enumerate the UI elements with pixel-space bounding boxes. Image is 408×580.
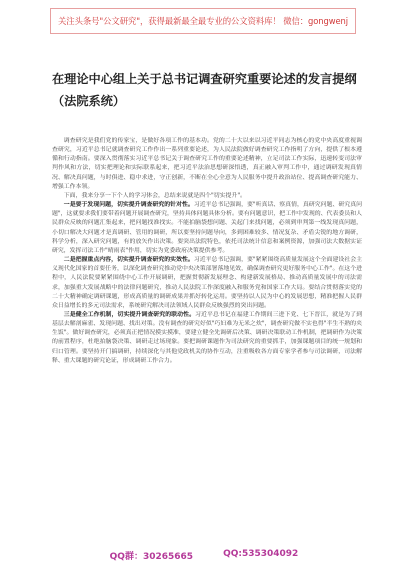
document-body xyxy=(52,137,362,366)
paragraph-text: 习近平总书记强调，要"听真话、察真情，真研究问题、研究真问题"，这就要求我们要带着问题开展调查研究，坚持具体问题具体分析。要有问题意识，把工作中发现的、代表委员和人民群众反映的问题汇集起来，把问题找准找实。不能拍脑袋想问题、关起门来找问题，必须到审判第一线发现真问题，小切口解决大问题才是真调研、管用的调研，所以要坚持问题导向，多到困难较多、情况复杂、矛盾尖锐的地方调研，科学分析，深入研究问题，有的放矢作出决策。要突出法院特色，依托司法统计信息和案例资源，加强司法大数据实证研究，发挥司法工作"晴雨表"作用，切实为党委政府决策提供参考。 xyxy=(52,202,362,254)
qq-text: QQ:535304092 xyxy=(223,549,299,559)
paragraph-text: 调查研究是我们党的传家宝，是做好各项工作的基本功。党的二十大以来以习近平同志为核心的党中央高度重视调查研究，习近平总书记就调查研究工作作出一系列重要论述，为人民法院做好调查研究工作指明了方向，提供了根本遵循和行动指南。要深入贯彻落实习近平总书记关于调查研究工作的重要论述精神，立足司法工作实际，迅速转变司法审判作风和方法，切实把理论和实际联系起来，把习近平法治思想研深悟透，真正融入审判工作中，通过调研发现真情况、解决真问题，与时俱进、稳中求进，守正创新，不断在全心全意为人民服务中提升政治站位、提高调查研究能力、增强工作本领。 xyxy=(52,138,362,190)
paragraph xyxy=(52,137,362,192)
promo-banner xyxy=(50,8,356,34)
paragraph xyxy=(52,201,362,256)
promo-banner-text: 关注头条号"公文研究"，获得最新最全最专业的公文资料库！ 微信：gongwenj xyxy=(58,16,348,26)
qq-group-text: QQ群：30265665 xyxy=(109,552,194,562)
paragraph-text: 习近平总书记强调，要"紧紧围绕高质量发展这个全面建设社会主义现代化国家的首要任务，以深化调查研究推动党中央决策部署落地见效，确保调查研究更好服务中心工作"。在这个进程中，人民法院要紧紧围绕中心工作开展调研，把握贯彻新发展理念、构建新发展格局、推动高质量发展中的司法需求，加强重大发展战略中的法律问题研究，推动人民法院工作深度融入和服务党和国家工作大局。要结合贯彻落实党的二十大精神确定调研课题，形成高质量的调研成果并抓好转化运用。要坚持以人民为中心的发展思想，精准把握人民群众日益增长的多元司法需求，系统研究解决司法领域人民群众反映强烈的突出问题。 xyxy=(52,257,362,309)
paragraph-heading: 三是健全工作机制，切实提升调查研究的联动性。 xyxy=(63,311,196,318)
paragraph xyxy=(52,256,362,311)
paragraph xyxy=(52,311,362,366)
contact-footer xyxy=(0,549,408,562)
paragraph-heading: 一是要于发现问题，切实提升调查研究的针对性。 xyxy=(63,202,194,209)
paragraph-text: 下面，我来分享一下个人的学习体会，总结来说就是四个"切实提升"。 xyxy=(63,192,246,199)
paragraph-heading: 二是把握重点内容，切实提升调查研究的实效性。 xyxy=(63,257,194,264)
paragraph xyxy=(52,192,362,201)
document-title: 在理论中心组上关于总书记调查研究重要论述的发言提纲（法院系统） xyxy=(52,72,357,108)
paragraph-text: 习近平总书记在福建工作期间三进下党、七下晋江，就是为了到基层去解剖麻雀、发现问题、找出对策。没有调查的研究好似"巧妇难为无米之炊"，调查研究做不实也得"半生不熟的夹生饭"。做好调查研究，必须真正把情况摸实摸准，要建立健全先调研后决策、调研决策联动工作机制，把调研作为决策的前置程序，杜绝拍脑袋决策、调研走过场现象。要把调研课题作为司法研究的重要抓手，加强课题项目的统一规划和归口管理。要坚持开门搞调研，持续深化与其他党政机关的协作互动，注重吸收各方面专家学者参与司法调研，司法解释、重大课题的研究论证，形成调研工作合力。 xyxy=(52,311,363,364)
